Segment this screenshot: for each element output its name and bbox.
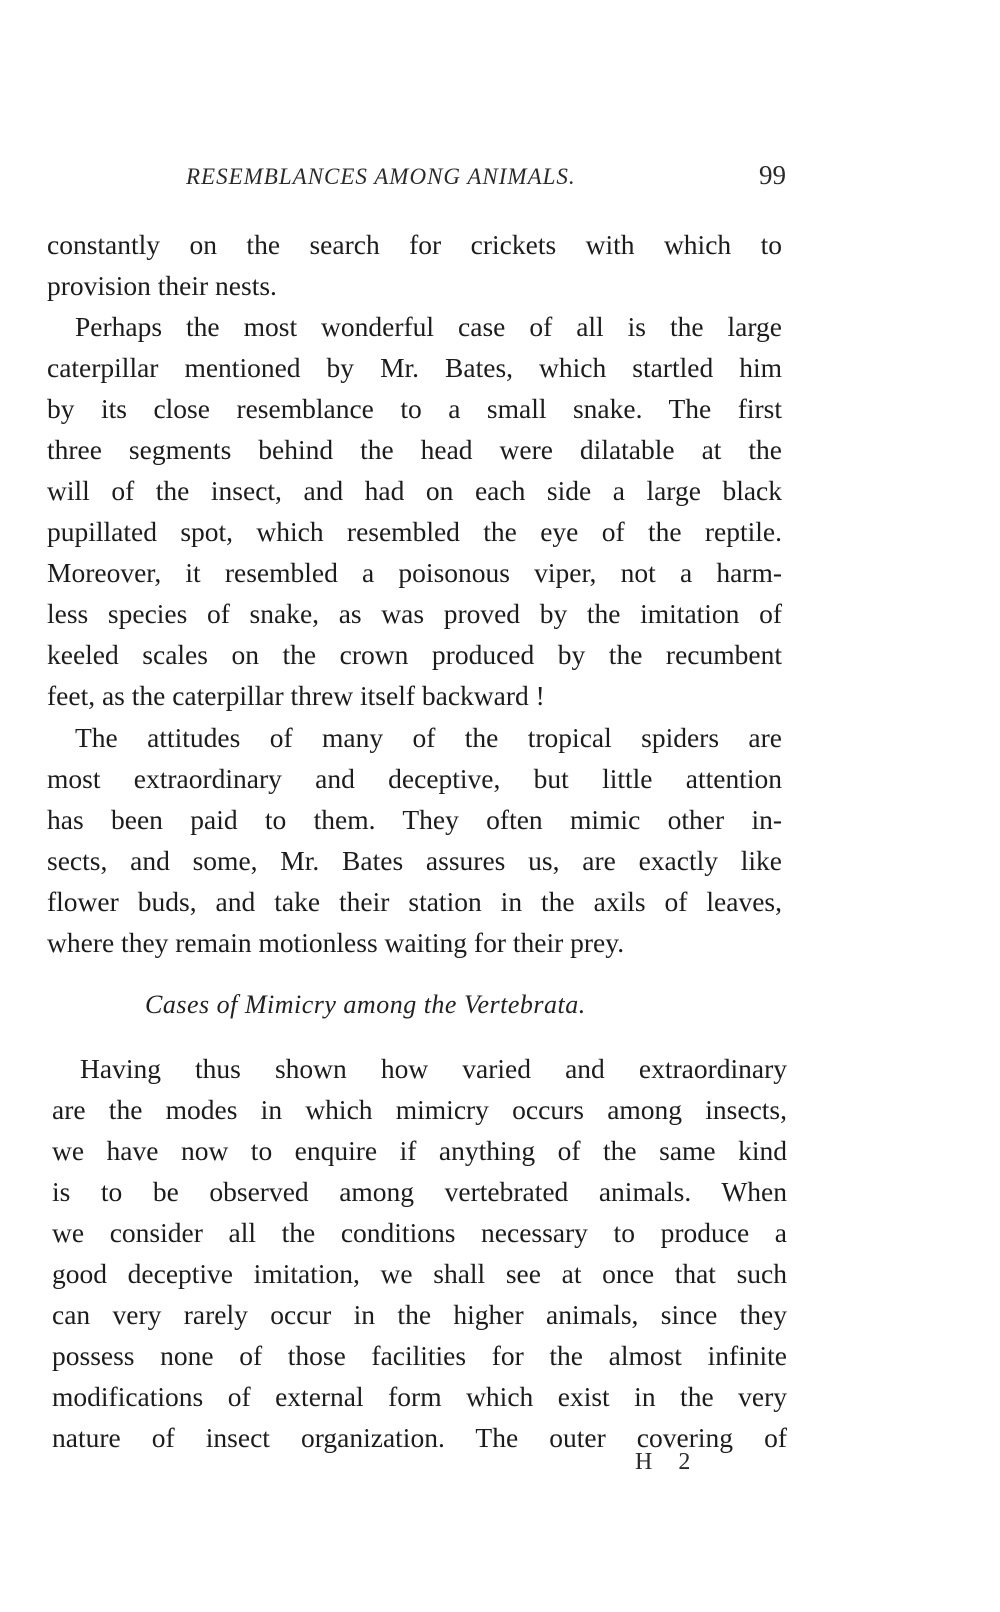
- text-line: Moreover, it resembled a poisonous viper, not a harm-: [47, 557, 782, 588]
- text-line: three segments behind the head were dilatable at the: [47, 434, 782, 465]
- text-line: Having thus shown how varied and extraordinary: [80, 1053, 787, 1084]
- text-line: we consider all the conditions necessary to produce a: [52, 1217, 787, 1248]
- text-line: modifications of external form which exist in the very: [52, 1381, 787, 1412]
- text-line: most extraordinary and deceptive, but little attention: [47, 763, 782, 794]
- paragraph-vertebrata: [52, 1048, 787, 1458]
- text-line: caterpillar mentioned by Mr. Bates, which startled him: [47, 352, 782, 383]
- text-line: sects, and some, Mr. Bates assures us, are exactly like: [47, 845, 782, 876]
- text-line: less species of snake, as was proved by the imitation of: [47, 598, 782, 629]
- text-line: keeled scales on the crown produced by the recumbent: [47, 639, 782, 670]
- text-line: pupillated spot, which resembled the eye of the reptile.: [47, 516, 782, 547]
- running-header: [186, 160, 786, 200]
- text-line: feet, as the caterpillar threw itself backward !: [47, 680, 545, 711]
- text-line: are the modes in which mimicry occurs among insects,: [52, 1094, 787, 1125]
- text-line: The attitudes of many of the tropical spiders are: [75, 722, 782, 753]
- text-line: flower buds, and take their station in the axils of leaves,: [47, 886, 782, 917]
- text-line: possess none of those facilities for the almost infinite: [52, 1340, 787, 1371]
- text-line: can very rarely occur in the higher animals, since they: [52, 1299, 787, 1330]
- paragraph-caterpillar: [47, 306, 782, 716]
- paragraph-spiders: [47, 717, 782, 963]
- text-line: good deceptive imitation, we shall see at once that such: [52, 1258, 787, 1289]
- text-line: nature of insect organization. The outer covering of: [52, 1422, 787, 1453]
- text-line: has been paid to them. They often mimic other in-: [47, 804, 782, 835]
- page-number: 99: [759, 160, 786, 190]
- text-line: where they remain motionless waiting for their prey.: [47, 927, 625, 958]
- section-heading: Cases of Mimicry among the Vertebrata.: [145, 990, 586, 1019]
- signature-mark: H 2: [635, 1449, 701, 1475]
- text-line: we have now to enquire if anything of the same kind: [52, 1135, 787, 1166]
- text-line: provision their nests.: [47, 270, 277, 301]
- text-line: Perhaps the most wonderful case of all is the large: [75, 311, 782, 342]
- paragraph-crickets: [47, 224, 782, 306]
- text-line: by its close resemblance to a small snake. The first: [47, 393, 782, 424]
- running-title: RESEMBLANCES AMONG ANIMALS.: [186, 164, 576, 189]
- text-line: constantly on the search for crickets with which to: [47, 229, 782, 260]
- text-line: will of the insect, and had on each side a large black: [47, 475, 782, 506]
- text-line: is to be observed among vertebrated animals. When: [52, 1176, 787, 1207]
